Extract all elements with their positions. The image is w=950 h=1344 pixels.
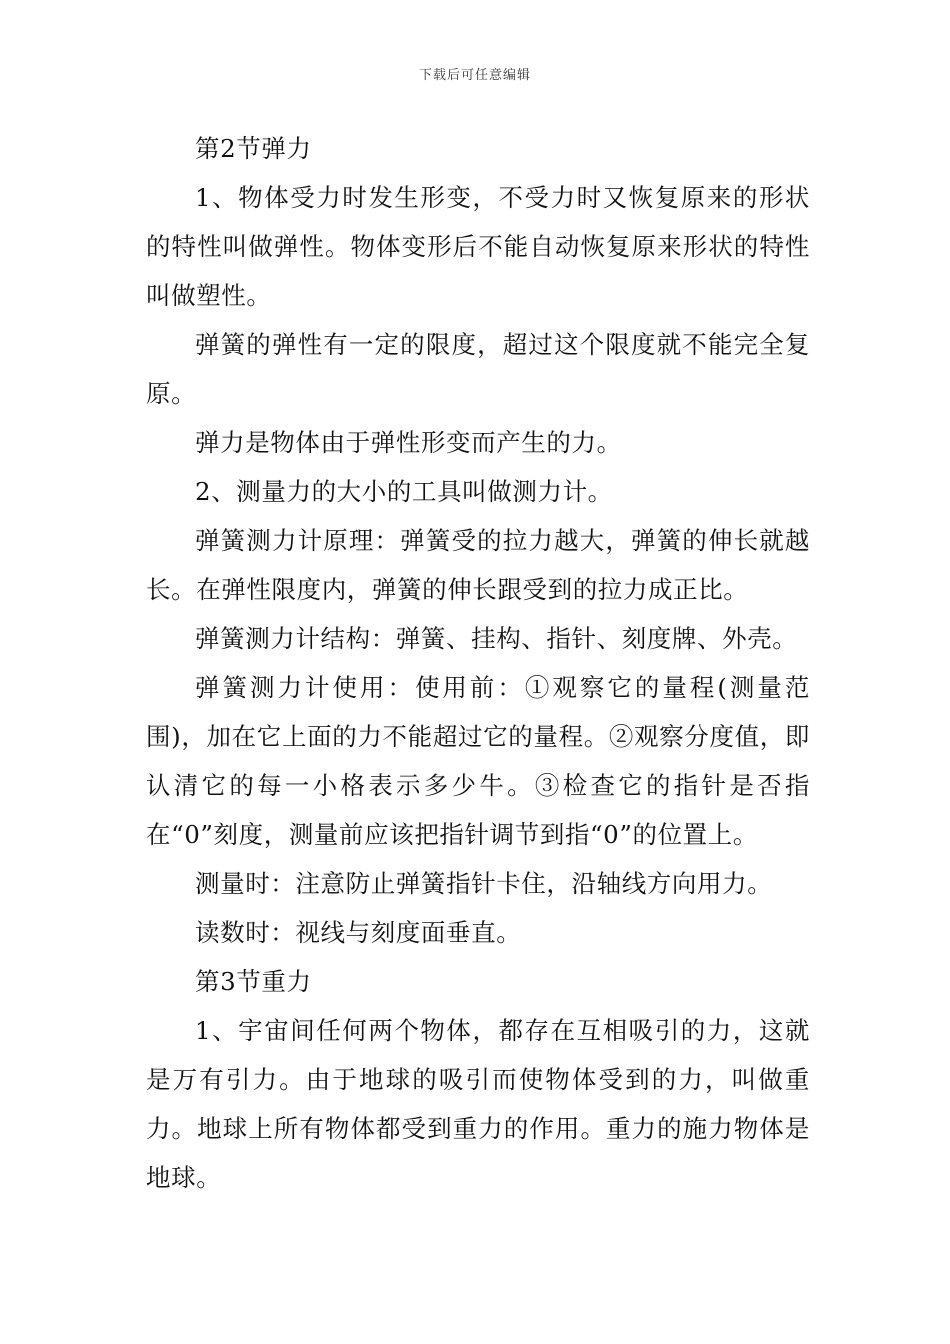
paragraph: 2、测量力的大小的工具叫做测力计。 xyxy=(195,477,613,506)
paragraph: 测量时：注意防止弹簧指针卡住，沿轴线方向用力。 xyxy=(195,869,773,898)
paragraph: 弹簧测力计使用：使用前：①观察它的量程(测量范围)，加在它上面的力不能超过它的量程。②观察分度值，即认清它的每一小格表示多少牛。③检查它的指针是否指在“0”刻度，测量前应该把指针调节到指“0”的位置上。 xyxy=(146,673,810,849)
paragraph: 弹簧测力计原理：弹簧受的拉力越大，弹簧的伸长就越长。在弹性限度内，弹簧的伸长跟受到的拉力成正比。 xyxy=(146,526,810,604)
paragraph: 1、宇宙间任何两个物体，都存在互相吸引的力，这就是万有引力。由于地球的吸引而使物体受到的力，叫做重力。地球上所有物体都受到重力的作用。重力的施力物体是地球。 xyxy=(146,1016,810,1192)
page-header: 下载后可任意编辑 xyxy=(418,68,531,83)
paragraph: 读数时：视线与刻度面垂直。 xyxy=(195,918,522,947)
paragraph: 弹力是物体由于弹性形变而产生的力。 xyxy=(195,428,622,457)
section-heading-elasticity: 第2节弹力 xyxy=(195,134,312,163)
document-body xyxy=(146,124,810,1202)
paragraph: 1、物体受力时发生形变，不受力时又恢复原来的形状的特性叫做弹性。物体变形后不能自动恢复原来形状的特性叫做塑性。 xyxy=(146,183,810,310)
section-heading-gravity: 第3节重力 xyxy=(195,967,312,996)
paragraph: 弹簧测力计结构：弹簧、挂构、指针、刻度牌、外壳。 xyxy=(195,624,798,653)
paragraph: 弹簧的弹性有一定的限度，超过这个限度就不能完全复原。 xyxy=(146,330,810,408)
